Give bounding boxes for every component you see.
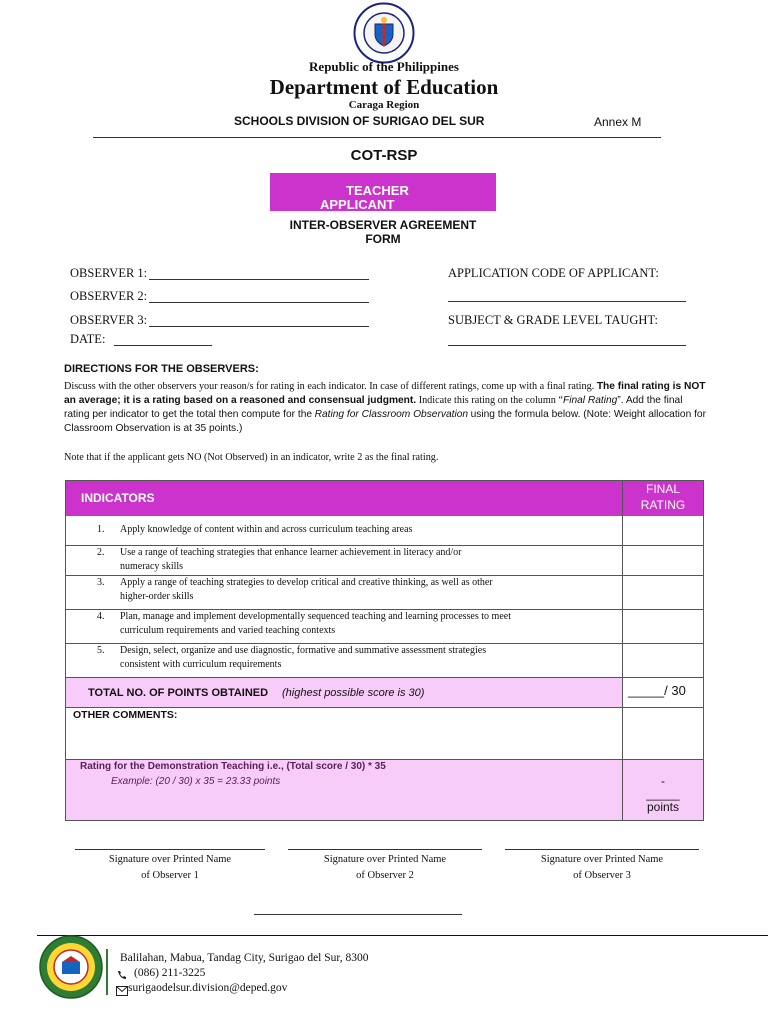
rating-cell-line — [623, 575, 703, 576]
total-row-bottom — [66, 707, 703, 708]
other-comments-label: OTHER COMMENTS: — [73, 709, 178, 721]
email-icon — [116, 983, 128, 1001]
signature-caption-line2: of Observer 2 — [356, 870, 414, 881]
directions-paragraph — [64, 380, 706, 436]
directions-p1f: Rating for Classroom Observation — [314, 409, 469, 420]
footer-address: Balilahan, Mabua, Tandag City, Surigao del Sur, 8300 — [120, 952, 369, 964]
indicators-header-label: INDICATORS — [81, 491, 155, 505]
row-text-line2: higher-order skills — [120, 591, 194, 602]
signature-caption-3 — [505, 852, 699, 884]
signature-caption-1 — [75, 852, 265, 884]
rating-cell-line — [623, 643, 703, 644]
footer-email[interactable]: surigaodelsur.division@deped.gov — [128, 982, 288, 994]
subject-label: SUBJECT & GRADE LEVEL TAUGHT: — [448, 313, 658, 327]
directions-p1d: Final Rating — [562, 395, 618, 406]
approver-signature-line[interactable] — [254, 914, 462, 915]
date-field[interactable] — [114, 345, 212, 346]
row-text-line2: curriculum requirements and varied teaching contexts — [120, 625, 336, 636]
rating-formula: Rating for the Demonstration Teaching i.e., (Total score / 30) * 35 — [80, 761, 386, 772]
points-dash: - — [661, 774, 665, 788]
footer-divider — [37, 935, 768, 936]
annex-label: Annex M — [594, 115, 642, 129]
observer1-label: OBSERVER 1: — [70, 266, 148, 280]
signature-caption-line1: Signature over Printed Name — [323, 854, 447, 865]
signature-caption-2 — [288, 852, 482, 884]
footer-phone: (086) 211-3225 — [134, 967, 206, 979]
region-text: Caraga Region — [348, 99, 420, 111]
header-divider — [93, 137, 661, 138]
department-title: Department of Education — [269, 75, 499, 99]
points-label: points — [646, 800, 680, 814]
form-title-line2: FORM — [365, 232, 401, 246]
directions-p1e: ”. Add the final rating per indicator to get the total then compute for the — [64, 395, 683, 420]
observer3-field[interactable] — [149, 326, 369, 327]
app-code-field[interactable] — [448, 301, 686, 302]
final-rating-header — [623, 481, 703, 516]
app-code-label: APPLICATION CODE OF APPLICANT: — [448, 266, 659, 280]
total-value[interactable]: _____/ 30 — [628, 683, 686, 698]
table-row — [66, 576, 622, 610]
directions-heading: DIRECTIONS FOR THE OBSERVERS: — [64, 363, 259, 375]
signature-line-3[interactable] — [505, 849, 699, 850]
signature-caption-line2: of Observer 3 — [573, 870, 631, 881]
table-row — [66, 644, 622, 677]
row-text-line2: numeracy skills — [120, 561, 184, 572]
row-text: Use a range of teaching strategies that enhance learner achievement in literacy and/or — [120, 547, 462, 558]
table-row — [66, 546, 622, 576]
rating-row — [66, 760, 622, 820]
signature-caption-line1: Signature over Printed Name — [540, 854, 664, 865]
signature-line-2[interactable] — [288, 849, 482, 850]
banner-line2: APPLICANT — [320, 197, 395, 212]
indicators-header — [66, 481, 622, 516]
row-text: Apply a range of teaching strategies to develop critical and creative thinking, as well as other — [120, 577, 493, 588]
row-number: 4. — [97, 611, 105, 622]
form-title-line1: INTER-OBSERVER AGREEMENT — [289, 218, 477, 232]
table-row — [66, 516, 622, 546]
row-number: 5. — [97, 645, 105, 656]
rating-cell-line — [623, 609, 703, 610]
deped-seal — [353, 2, 415, 64]
rating-points-cell[interactable] — [623, 760, 703, 820]
row-text: Design, select, organize and use diagnostic, formative and summative assessment strategies — [120, 645, 487, 656]
observer2-label: OBSERVER 2: — [70, 289, 148, 303]
total-label: TOTAL NO. OF POINTS OBTAINED — [88, 687, 269, 699]
directions-p1b: The final rating is NOT an average; it is a rating based on a reasoned and consensual judgment. — [64, 381, 706, 406]
rating-cell-line — [623, 545, 703, 546]
signature-line-1[interactable] — [75, 849, 265, 850]
republic-text: Republic of the Philippines — [309, 59, 459, 74]
signature-caption-line1: Signature over Printed Name — [108, 854, 232, 865]
directions-p1c: Indicate this rating on the column “ — [418, 395, 563, 406]
form-title — [260, 218, 506, 246]
row-text: Plan, manage and implement developmentally sequenced teaching and learning processes to meet — [120, 611, 511, 622]
other-comments-field[interactable] — [66, 710, 622, 759]
final-rating-header-line2: RATING — [640, 498, 686, 512]
final-rating-header-line1: FINAL — [645, 482, 680, 496]
date-label: DATE: — [70, 332, 106, 346]
footer-accent-bar — [106, 949, 108, 995]
total-note: (highest possible score is 30) — [282, 687, 425, 699]
directions-p1a: Discuss with the other observers your reason/s for rating in each indicator. In case of different ratings, come up with a final rating. — [64, 381, 595, 392]
points-blank: _____ — [646, 787, 680, 801]
banner-line1: TEACHER — [346, 183, 409, 198]
observer3-label: OBSERVER 3: — [70, 313, 148, 327]
row-text-line2: consistent with curriculum requirements — [120, 659, 282, 670]
row-number: 3. — [97, 577, 105, 588]
teacher-applicant-banner — [270, 173, 496, 211]
total-row — [66, 678, 622, 707]
division-seal — [38, 934, 104, 1000]
row-number: 2. — [97, 547, 105, 558]
observer2-field[interactable] — [149, 302, 369, 303]
rating-example: Example: (20 / 30) x 35 = 23.33 points — [111, 776, 281, 787]
form-code-title: COT-RSP — [350, 147, 418, 164]
row-text: Apply knowledge of content within and across curriculum teaching areas — [120, 524, 413, 535]
directions-p1g: using the formula below. (Note: Weight allocation for Classroom Observation is at 35 points.) — [64, 409, 706, 434]
observer1-field[interactable] — [149, 279, 369, 280]
row-number: 1. — [97, 524, 105, 535]
subject-field[interactable] — [448, 345, 686, 346]
directions-note: Note that if the applicant gets NO (Not Observed) in an indicator, write 2 as the final rating. — [64, 452, 439, 463]
table-row — [66, 610, 622, 644]
division-text: SCHOOLS DIVISION OF SURIGAO DEL SUR — [234, 114, 485, 128]
signature-caption-line2: of Observer 1 — [141, 870, 199, 881]
